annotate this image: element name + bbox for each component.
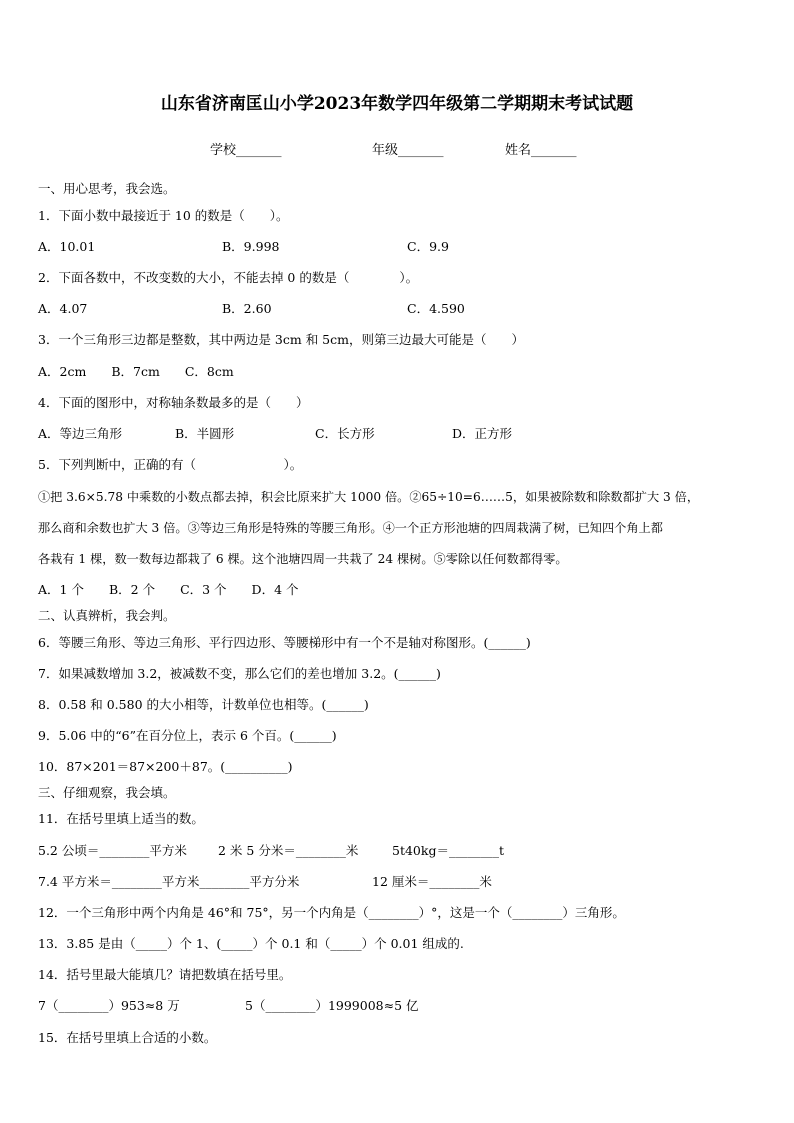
question-6: 6．等腰三角形、等边三角形、平行四边形、等腰梯形中有一个不是轴对称图形。(______) [38,635,531,650]
q4-option-d: D．正方形 [452,426,513,441]
q11-blank-item: 5t40kg＝________t [392,843,504,858]
q4-option-c: C．长方形 [315,426,375,441]
page-title: 山东省济南匡山小学2023年数学四年级第二学期期末考试试题 [160,94,634,114]
question-1: 1．下面小数中最接近于 10 的数是（ ）。 [38,208,289,223]
q4-option-b: B．半圆形 [175,426,235,441]
q5-statement-line: ①把 3.6×5.78 中乘数的小数点都去掉，积会比原来扩大 1000 倍。②65÷10=6……5，如果被除数和除数都扩大 3 倍， [38,490,700,504]
question-12: 12．一个三角形中两个内角是 46°和 75°，另一个内角是（________）°，这是一个（________）三角形。 [38,905,625,920]
question-9: 9．5.06 中的“6”在百分位上，表示 6 个百。(______) [38,728,337,743]
q2-option-c: C．4.590 [407,301,465,316]
q1-option-c: C．9.9 [407,239,449,254]
q14-item-a: 7（________）953≈8 万 [38,998,180,1013]
question-8: 8．0.58 和 0.580 的大小相等，计数单位也相等。(______) [38,697,369,712]
question-5: 5．下列判断中，正确的有（ ）。 [38,457,303,472]
question-14: 14．括号里最大能填几？请把数填在括号里。 [38,967,292,982]
school-field: 学校_______ [210,143,282,158]
q1-option-a: A．10.01 [38,239,96,254]
q11-blank-item: 5.2 公顷＝________平方米 [38,843,187,858]
section-heading-2: 二、认真辨析，我会判。 [38,608,176,623]
q5-options: A．1 个 B．2 个 C．3 个 D．4 个 [38,582,299,597]
q1-option-b: B．9.998 [222,239,280,254]
grade-field: 年级_______ [372,143,444,158]
q5-statement-line: 各栽有 1 棵，数一数每边都栽了 6 棵。这个池塘四周一共栽了 24 棵树。⑤零除以任何数都得零。 [38,552,568,566]
question-13: 13．3.85 是由（_____）个 1、(_____）个 0.1 和（_____）个 0.01 组成的. [38,936,464,951]
question-7: 7．如果减数增加 3.2，被减数不变，那么它们的差也增加 3.2。(______) [38,666,441,681]
q4-option-a: A．等边三角形 [38,426,123,441]
question-3: 3．一个三角形三边都是整数，其中两边是 3cm 和 5cm，则第三边最大可能是（ ） [38,332,524,347]
section-heading-1: 一、用心思考，我会选。 [38,181,176,196]
question-4: 4．下面的图形中，对称轴条数最多的是（ ） [38,395,309,410]
q11-blank-item: 7.4 平方米＝________平方米________平方分米 [38,874,300,889]
question-10: 10．87×201＝87×200＋87。(__________) [38,759,293,774]
question-11: 11．在括号里填上适当的数。 [38,811,204,826]
q2-option-a: A．4.07 [38,301,88,316]
q11-blank-item: 12 厘米＝________米 [372,874,492,889]
q5-statement-line: 那么商和余数也扩大 3 倍。③等边三角形是特殊的等腰三角形。④一个正方形池塘的四周栽满了树，已知四个角上都 [38,521,663,535]
q3-options: A．2cm B．7cm C．8cm [38,364,234,379]
question-15: 15．在括号里填上合适的小数。 [38,1030,217,1045]
q14-item-b: 5（________）1999008≈5 亿 [245,998,419,1013]
name-field: 姓名_______ [505,143,577,158]
section-heading-3: 三、仔细观察，我会填。 [38,785,176,800]
question-2: 2．下面各数中，不改变数的大小，不能去掉 0 的数是（ ）。 [38,270,419,285]
q11-blank-item: 2 米 5 分米＝________米 [218,843,359,858]
q2-option-b: B．2.60 [222,301,272,316]
